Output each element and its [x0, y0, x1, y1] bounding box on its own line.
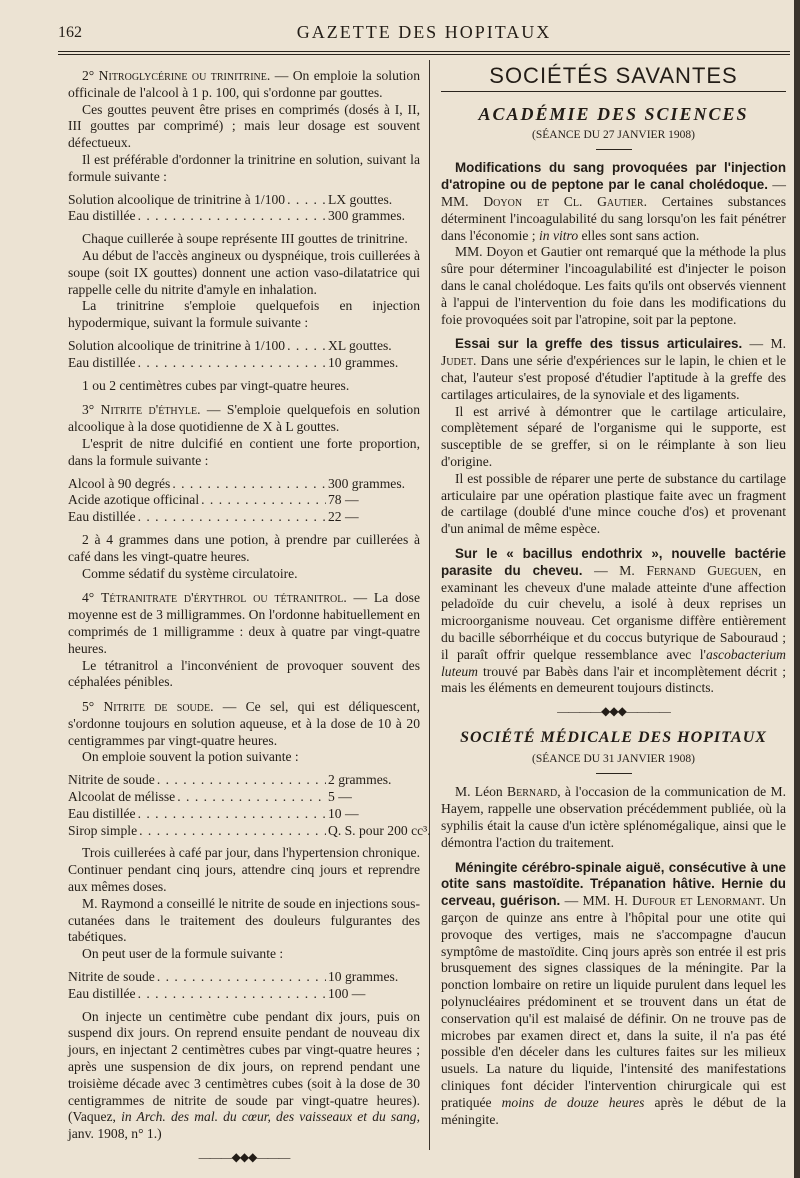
formula-row: Eau distillée . . . 100 — — [68, 986, 420, 1003]
formula — [68, 476, 420, 526]
formula-row: Eau distillée . . . 300 grammes. — [68, 208, 420, 225]
paragraph: 1 ou 2 centimètres cubes par vingt-quatre heures. — [82, 377, 350, 393]
formula-row: Eau distillée . . . 22 — — [68, 509, 420, 526]
reference: in Arch. des mal. du cœur, des vaisseaux et du sang, — [121, 1109, 420, 1125]
section-paragraph: 5° Nitrite de soude. — Ce sel, qui est déliquescent, s'ordonne toujours en solution aqueuse, et à la dose de 10 à 20 centigrammes par vingt-quatre heures. — [68, 699, 420, 748]
article-heading: Essai sur la greffe des tissus articulaires. — [455, 336, 743, 352]
paragraph: Ces gouttes peuvent être prises en comprimés (dosés à I, II, III gouttes par comprimé) ; mais leur dosage est souvent défectueux. — [68, 101, 420, 151]
formula-row: Nitrite de soude . . . 10 grammes. — [68, 969, 420, 986]
paragraph: Il est arrivé à démontrer que le cartilage articulaire, complètement séparé de l'organisme qui le supporte, est susceptible de se greffer, si on le réimplante à son lieu d'origine. — [441, 403, 786, 469]
short-rule — [596, 149, 632, 150]
section-title: Nitrite d'éthyle. — [100, 402, 201, 418]
short-rule — [596, 773, 632, 774]
article-heading: Modifications du sang provoquées par l'injection d'atropine ou de peptone par le canal cholédoque. — [441, 160, 786, 193]
paragraph: Trois cuillerées à café par jour, dans l'hypertension chronique. Continuer pendant cinq jours, attendre cinq jours et reprendre aux mêmes doses. — [68, 845, 420, 895]
paragraph: Il est préférable d'ordonner la trinitrine en solution, suivant la formule suivante : — [68, 151, 420, 184]
section-title: Nitrite de soude. — [103, 699, 214, 715]
page-header — [58, 22, 790, 50]
page-edge — [794, 0, 800, 1178]
formula — [68, 772, 431, 839]
article-paragraph: Sur le « bacillus endothrix », nouvelle bactérie parasite du cheveu. — M. Fernand Gueguen, en examinant les cheveux d'une malade atteinte d'une affection peladoïde du cuir chevelu, a isolé à deux reprises un microorganisme nouveau. Cet organisme diffère entièrement du bacille séborrhéique et du coccus butyrique de Sabouraud ; il paraît offrir quelque ressemblance avec l'ascobacterium luteum trouvé par Babès dans l'air et incomplètement décrit ; mais les éléments en demeurent toujours distincts. — [441, 545, 787, 696]
paragraph: MM. Doyon et Gautier ont remarqué que la méthode la plus sûre pour déterminer l'incoagulabilité est d'injecter le poison dans le canal cholédoque. Les faits qu'ils ont observés viennent à l'appui de l'intervention du foie dans les modifications du foie provoquées soit par l'atropine, soit par la peptone. — [441, 244, 786, 327]
formula-row: Solution alcoolique de trinitrine à 1/100 . . . XL gouttes. — [68, 338, 420, 355]
formula-row: Alcool à 90 degrés . . . 300 grammes. — [68, 476, 420, 493]
article-heading: Sur le « bacillus endothrix », nouvelle bactérie parasite du cheveu. — [441, 545, 786, 578]
paragraph: La trinitrine s'emploie quelquefois en injection hypodermique, suivant la formule suivante : — [68, 298, 420, 331]
section-title: Tétranitrate d'érythrol ou tétranitrol. — [101, 590, 347, 606]
column-divider — [429, 60, 430, 1150]
formula-row: Solution alcoolique de trinitrine à 1/100 . . . LX gouttes. — [68, 192, 420, 209]
session-date: (SÉANCE DU 31 JANVIER 1908) — [532, 752, 695, 765]
ornament-divider: ————◆◆◆———— — [557, 704, 670, 719]
title-rule — [441, 91, 786, 92]
running-title: GAZETTE DES HOPITAUX — [296, 22, 552, 42]
formula-row: Eau distillée . . . 10 grammes. — [68, 355, 420, 372]
society-title: SOCIÉTÉ MÉDICALE DES HOPITAUX — [460, 728, 767, 746]
article-paragraph: Modifications du sang provoquées par l'injection d'atropine ou de peptone par le canal cholédoque. — MM. Doyon et Cl. Gautier. Certaines substances déterminent l'incoagulabilité du sang lorsqu'on les fait pénétrer dans l'économie ; in vitro elles sont sans action. — [441, 160, 786, 243]
paragraph: On injecte un centimètre cube pendant dix jours, puis on suspend dix jours. On reprend ensuite pendant de nouveau dix jours, en injectant 2 centimètres cubes par vingt-quatre heures ; après une suspension de dix jours, on reprend pendant une troisième décade avec 3 centimètres cubes (soit à la dose de 30 centigrammes de nitrite de soude par vingt-quatre heures). (Vaquez, in Arch. des mal. du cœur, des vaisseaux et du sang, janv. 1908, n° 1.) — [68, 1008, 420, 1142]
section-title: Nitroglycérine ou trinitrine. — [98, 68, 271, 83]
header-rule — [58, 51, 790, 52]
section-paragraph: 4° Tétranitrate d'érythrol ou tétranitrol. — La dose moyenne est de 3 milligrammes. On l'ordonne habituellement en comprimés de 1 milligramme : deux à quatre par vingt-quatre heures. — [68, 590, 420, 656]
paragraph: On peut user de la formule suivante : — [82, 946, 284, 962]
formula — [68, 969, 420, 1003]
article-heading: Méningite cérébro-spinale aiguë, consécutive à une otite sans mastoïdite. Trépanation hâtive. Hernie du cerveau, guérison. — [441, 859, 786, 909]
main-section-title: SOCIÉTÉS SAVANTES — [489, 63, 738, 88]
paragraph: On emploie souvent la potion suivante : — [82, 749, 299, 765]
right-column — [441, 62, 786, 1128]
paragraph: 2 à 4 grammes dans une potion, à prendre par cuillerées à café dans les vingt-quatre heures. — [68, 531, 420, 564]
paragraph: Chaque cuillerée à soupe représente III gouttes de trinitrine. — [82, 231, 408, 247]
formula — [68, 192, 420, 226]
formula-row: Alcoolat de mélisse . . . 5 — — [68, 789, 420, 806]
paragraph: L'esprit de nitre dulcifié en contient une forte proportion, dans la formule suivante : — [68, 435, 420, 468]
article-paragraph: Essai sur la greffe des tissus articulaires. — M. Judet. Dans une série d'expériences sur le lapin, le chien et le chat, l'auteur s'est proposé d'étudier l'aptitude à la greffe des cartilages articulaires, de la synoviale et des ligaments. — [441, 336, 786, 402]
society-title: ACADÉMIE DES SCIENCES — [478, 103, 749, 124]
formula — [68, 338, 420, 372]
article-paragraph: M. Léon Bernard, à l'occasion de la communication de M. Hayem, rappelle une observation précédemment publiée, où la syphilis était la cause d'un ictère splénomégalique, ainsi que le démontra l'action du traitement. — [441, 784, 786, 850]
formula-row: Eau distillée . . . 10 — — [68, 806, 420, 823]
paragraph: Le tétranitrol a l'inconvénient de provoquer souvent des céphalées pénibles. — [68, 657, 420, 690]
article-paragraph: Méningite cérébro-spinale aiguë, consécutive à une otite sans mastoïdite. Trépanation hâtive. Hernie du cerveau, guérison. — MM. H. Dufour et Lenormant. Un garçon de quinze ans entre à l'hôpital pour une otite qui provoque des vertiges, mais ne s'accompagne d'aucun symptôme de mastoïdite. Cinq jours après son entrée il est pris brusquement des signes classiques de la méningite. Par la ponction lombaire on retire un liquide purulent dans lequel les polynucléaires prédominent et se trouvent dans un état de conservation qu'il est malaisé de définir. On ne trouve pas de microbes par examen direct et, dans la suite, il n'a pas été possible d'en déceler dans les cultures faites sur les milieux usuels. La nature du liquide, l'intensité des manifestations cliniques font décider l'intervention chirurgicale qui est pratiquée moins de douze heures après le début de la méningite. — [441, 859, 786, 1127]
paragraph: Au début de l'accès angineux ou dyspnéique, trois cuillerées à soupe (soit IX gouttes) donnent une action vaso-dilatatrice qui rappelle celle du nitrite d'amyle en inhalation. — [68, 247, 420, 297]
section-paragraph: 2° Nitroglycérine ou trinitrine. — On emploie la solution officinale de l'alcool à 1 p. 100, qui s'ordonne par gouttes. — [68, 68, 421, 100]
left-column — [68, 68, 431, 1172]
formula-row: Sirop simple . . . Q. S. pour 200 cc³. — [68, 823, 420, 840]
paragraph: Il est possible de réparer une perte de substance du cartilage articulaire par une opération plastique faite avec un fragment de cartilage (doublé d'une mince couche d'os) et provenant d'un animal de même espèce. — [441, 470, 786, 537]
paragraph: Comme sédatif du système circulatoire. — [82, 565, 298, 581]
header-rule-thin — [58, 54, 790, 55]
session-date: (SÉANCE DU 27 JANVIER 1908) — [532, 128, 695, 141]
formula-row: Acide azotique officinal . . . 78 — — [68, 492, 420, 509]
page-number: 162 — [58, 24, 82, 41]
paragraph: M. Raymond a conseillé le nitrite de soude en injections sous-cutanées dans le traitement des douleurs fulgurantes des tabétiques. — [68, 895, 420, 945]
section-paragraph: 3° Nitrite d'éthyle. — S'emploie quelquefois en solution alcoolique à la dose quotidienne de X à L gouttes. — [68, 402, 420, 435]
formula-row: Nitrite de soude . . . 2 grammes. — [68, 772, 420, 789]
ornament-divider: ———◆◆◆——— — [198, 1150, 290, 1165]
